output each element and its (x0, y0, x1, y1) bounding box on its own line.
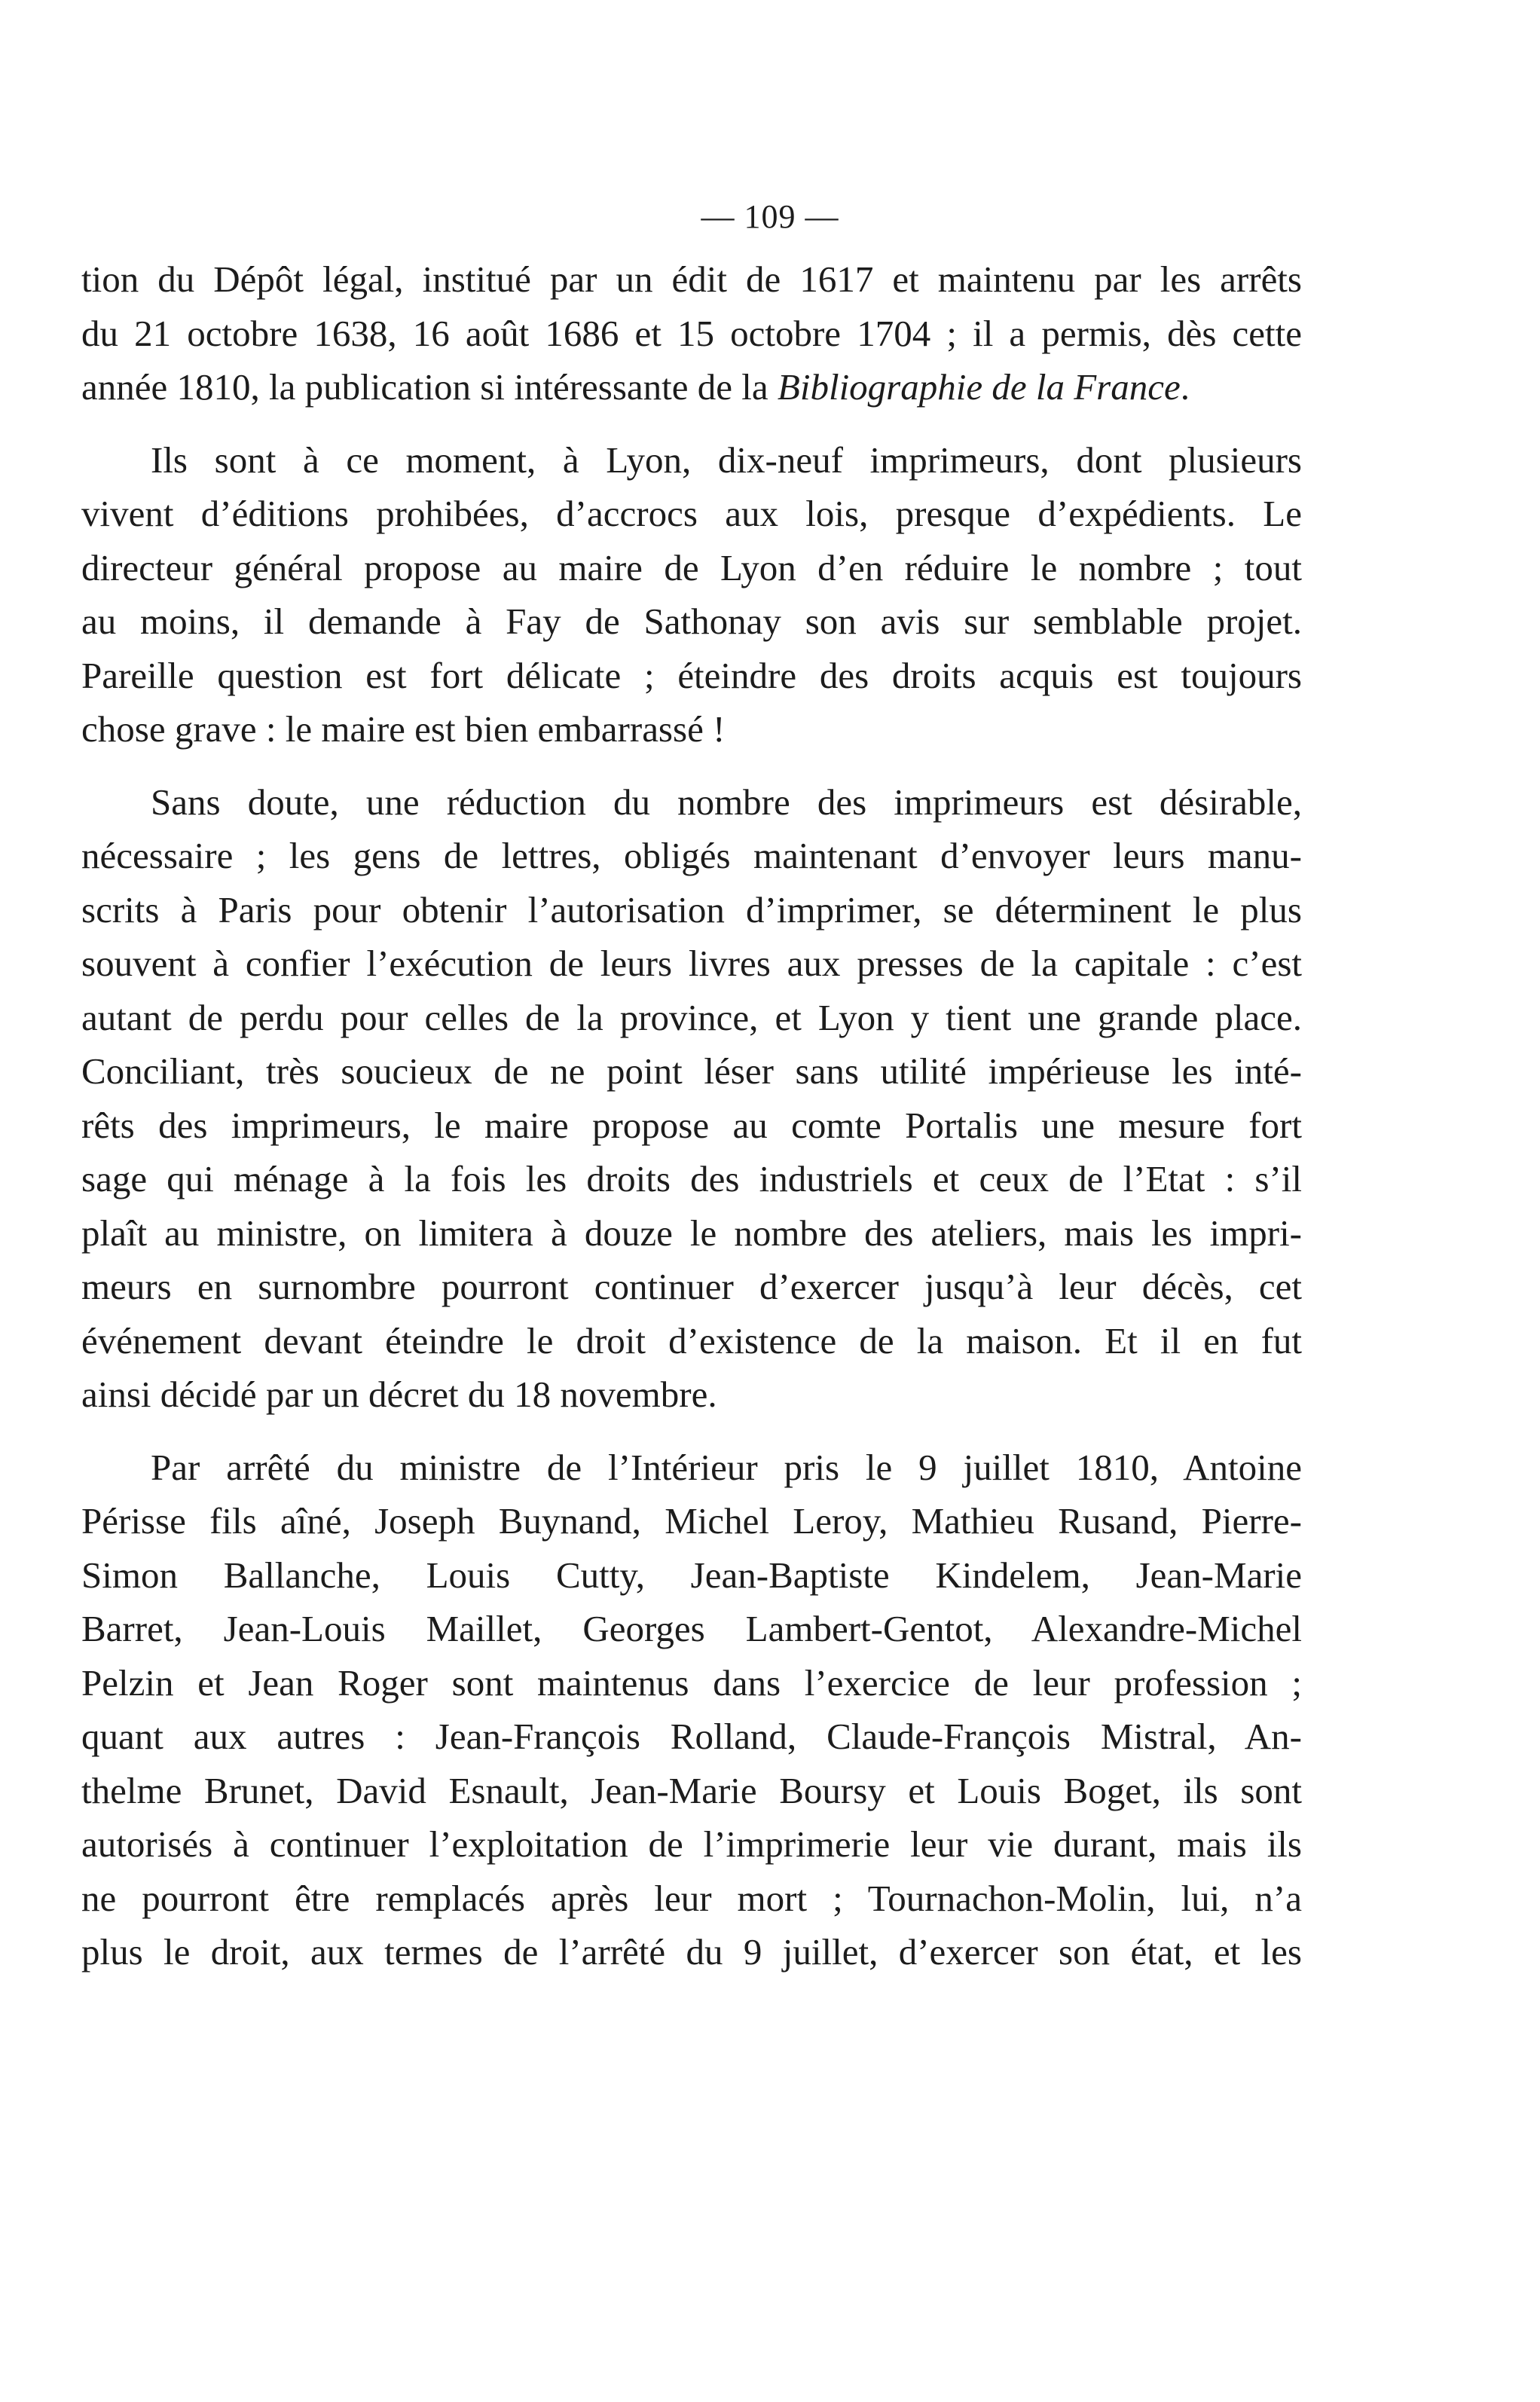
paragraph-2 (81, 433, 1302, 756)
text-line: événement devant éteindre le droit d’existence de la maison. Et il en fut (81, 1319, 1302, 1361)
text-line: Simon Ballanche, Louis Cutty, Jean-Baptiste Kindelem, Jean-Marie (81, 1554, 1302, 1596)
text-line: directeur général propose au maire de Lyon d’en réduire le nombre ; tout (81, 546, 1302, 588)
text-line: quant aux autres : Jean-François Rolland, Claude-François Mistral, An- (81, 1716, 1302, 1757)
text-line: meurs en surnombre pourront continuer d’exercer jusqu’à leur décès, cet (81, 1266, 1302, 1307)
text-line: plaît au ministre, on limitera à douze le nombre des ateliers, mais les impri- (81, 1212, 1302, 1254)
paragraph-4 (81, 1441, 1302, 1979)
text-line: vivent d’éditions prohibées, d’accrocs aux lois, presque d’expédients. Le (81, 493, 1302, 534)
text-run: année 1810, la publication si intéressante de la (81, 366, 778, 408)
text-line: thelme Brunet, David Esnault, Jean-Marie Boursy et Louis Boget, ils sont (81, 1769, 1302, 1811)
text-line: Par arrêté du ministre de l’Intérieur pris le 9 juillet 1810, Antoine (151, 1446, 1302, 1488)
text-line: Sans doute, une réduction du nombre des imprimeurs est désirable, (151, 781, 1302, 823)
paragraph-1 (81, 252, 1302, 414)
text-line: souvent à confier l’exécution de leurs livres aux presses de la capitale : c’est (81, 943, 1302, 984)
text-line: rêts des imprimeurs, le maire propose au comte Portalis une mesure fort (81, 1104, 1302, 1146)
text-line: ainsi décidé par un décret du 18 novembre. (81, 1374, 717, 1415)
text-line: Pelzin et Jean Roger sont maintenus dans l’exercice de leur profession ; (81, 1661, 1302, 1704)
text-line: sage qui ménage à la fois les droits des industriels et ceux de l’Etat : s’il (81, 1158, 1302, 1199)
body-text (81, 252, 1302, 1979)
text-line: au moins, il demande à Fay de Sathonay son avis sur semblable projet. (81, 600, 1302, 642)
text-line: scrits à Paris pour obtenir l’autorisation d’imprimer, se déterminent le plus (81, 888, 1302, 931)
text-run: . (1180, 366, 1190, 408)
text-line: Pareille question est fort délicate ; éteindre des droits acquis est toujours (81, 654, 1302, 696)
text-line: Périsse fils aîné, Joseph Buynand, Michel Leroy, Mathieu Rusand, Pierre- (81, 1500, 1302, 1542)
text-line: ne pourront être remplacés après leur mort ; Tournachon-Molin, lui, n’a (81, 1877, 1302, 1919)
text-line: chose grave : le maire est bien embarrassé ! (81, 708, 726, 750)
text-line: Ils sont à ce moment, à Lyon, dix-neuf imprimeurs, dont plusieurs (151, 439, 1302, 481)
page-number: — 109 — (701, 198, 839, 235)
text-line: nécessaire ; les gens de lettres, obligés maintenant d’envoyer leurs manu- (81, 835, 1302, 876)
text-line: autorisés à continuer l’exploitation de l’imprimerie leur vie durant, mais ils (81, 1823, 1302, 1865)
text-line (81, 360, 1302, 414)
text-line: autant de perdu pour celles de la province, et Lyon y tient une grande place. (81, 996, 1302, 1038)
book-title: Bibliographie de la France (777, 366, 1181, 408)
text-line: plus le droit, aux termes de l’arrêté du 9 juillet, d’exercer son état, et les (81, 1931, 1302, 1973)
paragraph-3 (81, 775, 1302, 1422)
text-line: Barret, Jean-Louis Maillet, Georges Lambert-Gentot, Alexandre-Michel (81, 1608, 1302, 1649)
text-line: tion du Dépôt légal, institué par un édit de 1617 et maintenu par les arrêts (81, 258, 1302, 300)
text-line: du 21 octobre 1638, 16 août 1686 et 15 octobre 1704 ; il a permis, dès cette (81, 312, 1302, 354)
text-line: Conciliant, très soucieux de ne point léser sans utilité impérieuse les inté- (81, 1050, 1302, 1092)
